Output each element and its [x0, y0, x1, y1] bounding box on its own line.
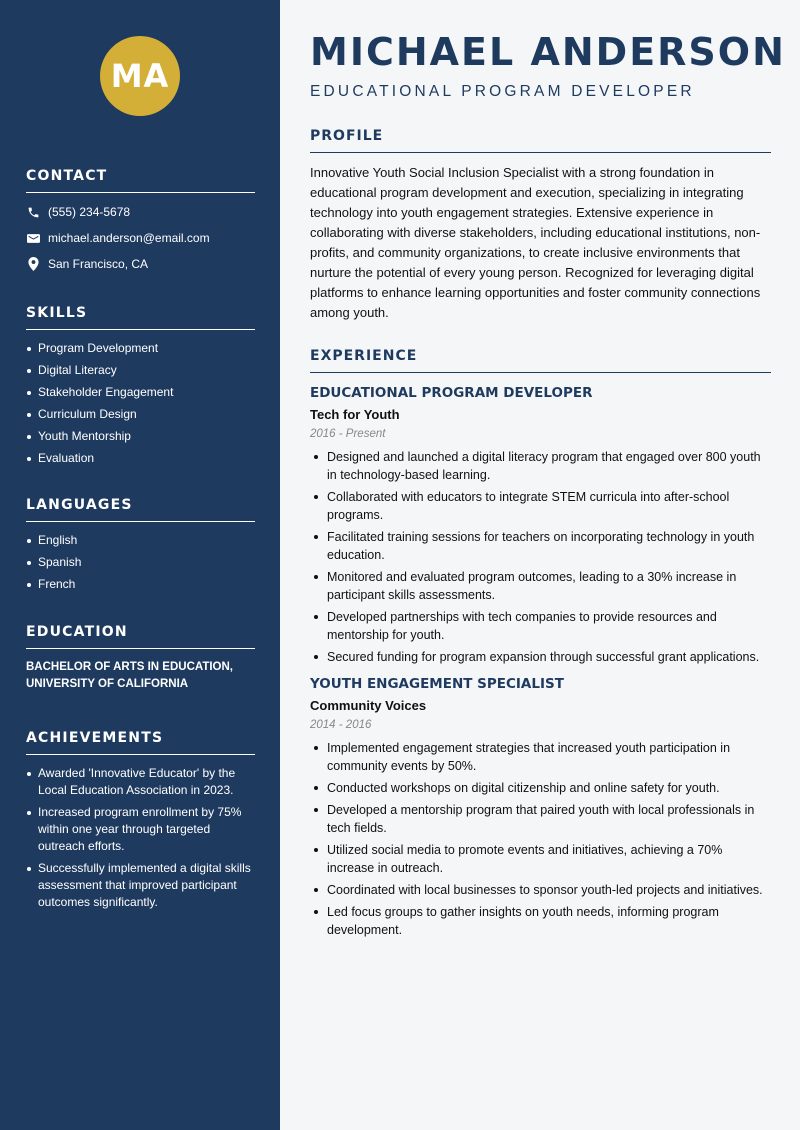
skills-list: [26, 340, 255, 467]
achievements-heading: ACHIEVEMENTS: [26, 730, 255, 755]
skills-section: [26, 305, 255, 472]
skill-item: Program Development: [26, 340, 255, 357]
languages-section: [26, 497, 255, 598]
job-bullet: Secured funding for program expansion through successful grant applications.: [310, 648, 771, 666]
contact-phone: [26, 199, 255, 225]
job-bullet: Monitored and evaluated program outcomes, leading to a 30% increase in participant skills assessments.: [310, 568, 771, 604]
email-icon: [26, 231, 40, 245]
skills-heading: SKILLS: [26, 305, 255, 330]
skill-item: Evaluation: [26, 450, 255, 467]
experience-heading: EXPERIENCE: [310, 348, 771, 373]
skill-item: Stakeholder Engagement: [26, 384, 255, 401]
job-bullet: Conducted workshops on digital citizenship and online safety for youth.: [310, 779, 771, 797]
job-title: EDUCATIONAL PROGRAM DEVELOPER: [310, 385, 593, 401]
contact-location: [26, 251, 255, 277]
job-bullet: Developed partnerships with tech companies to provide resources and mentorship for youth.: [310, 608, 771, 644]
achievements-section: [26, 730, 255, 916]
language-item: French: [26, 576, 255, 593]
contact-heading: CONTACT: [26, 168, 255, 193]
job-dates: 2016 - Present: [310, 428, 386, 440]
contact-email: [26, 225, 255, 251]
job-bullet: Implemented engagement strategies that increased youth participation in community events by 50%.: [310, 739, 771, 775]
job-entry: [310, 676, 771, 939]
job-bullet: Designed and launched a digital literacy program that engaged over 800 youth in technology-based learning.: [310, 448, 771, 484]
education-section: [26, 624, 255, 693]
job-company: Tech for Youth: [310, 407, 400, 422]
job-bullet: Developed a mentorship program that paired youth with local professionals in tech fields.: [310, 801, 771, 837]
languages-heading: LANGUAGES: [26, 497, 255, 522]
job-bullet: Collaborated with educators to integrate STEM curricula into after-school programs.: [310, 488, 771, 524]
location-icon: [26, 257, 40, 271]
person-name: MICHAEL ANDERSON: [310, 30, 786, 74]
education-degree: BACHELOR OF ARTS IN EDUCATION, UNIVERSITY OF CALIFORNIA: [26, 661, 233, 690]
job-dates: 2014 - 2016: [310, 719, 372, 731]
achievement-item: Successfully implemented a digital skills assessment that improved participant outcomes significantly.: [26, 860, 255, 911]
job-bullet: Coordinated with local businesses to sponsor youth-led projects and initiatives.: [310, 881, 771, 899]
job-bullet: Utilized social media to promote events and initiatives, achieving a 70% increase in outreach.: [310, 841, 771, 877]
skill-item: Curriculum Design: [26, 406, 255, 423]
profile-section: [310, 128, 771, 323]
language-item: English: [26, 532, 255, 549]
phone-text: (555) 234-5678: [48, 205, 131, 219]
skill-item: Youth Mentorship: [26, 428, 255, 445]
job-bullets: [310, 739, 771, 939]
contact-section: [26, 168, 255, 277]
email-text: michael.anderson@email.com: [48, 231, 210, 245]
job-bullet: Led focus groups to gather insights on youth needs, informing program development.: [310, 903, 771, 939]
person-title: EDUCATIONAL PROGRAM DEVELOPER: [310, 83, 695, 100]
job-bullet: Facilitated training sessions for teachers on incorporating technology in youth education.: [310, 528, 771, 564]
education-heading: EDUCATION: [26, 624, 255, 649]
language-item: Spanish: [26, 554, 255, 571]
job-bullets: [310, 448, 771, 666]
profile-heading: PROFILE: [310, 128, 771, 153]
job-company: Community Voices: [310, 698, 427, 713]
achievements-list: [26, 765, 255, 911]
experience-section: [310, 348, 771, 943]
avatar: MA: [100, 36, 180, 116]
languages-list: [26, 532, 255, 593]
job-entry: [310, 385, 771, 666]
phone-icon: [26, 205, 40, 219]
achievement-item: Awarded 'Innovative Educator' by the Local Education Association in 2023.: [26, 765, 255, 799]
achievement-item: Increased program enrollment by 75% within one year through targeted outreach efforts.: [26, 804, 255, 855]
location-text: San Francisco, CA: [48, 257, 149, 271]
job-title: YOUTH ENGAGEMENT SPECIALIST: [310, 676, 564, 692]
profile-text: Innovative Youth Social Inclusion Specialist with a strong foundation in educational program development and execution, specializing in integrating technology into youth engagement strategies. Extensive experience in collaborating with diverse stakeholders, including educational institutions, non-profits, and community organizations, to create inclusive environments that nurture the potential of every young person. Recognized for leveraging digital platforms to enhance learning opportunities and foster community connections among youth.: [310, 165, 761, 320]
sidebar: [0, 0, 280, 1130]
skill-item: Digital Literacy: [26, 362, 255, 379]
